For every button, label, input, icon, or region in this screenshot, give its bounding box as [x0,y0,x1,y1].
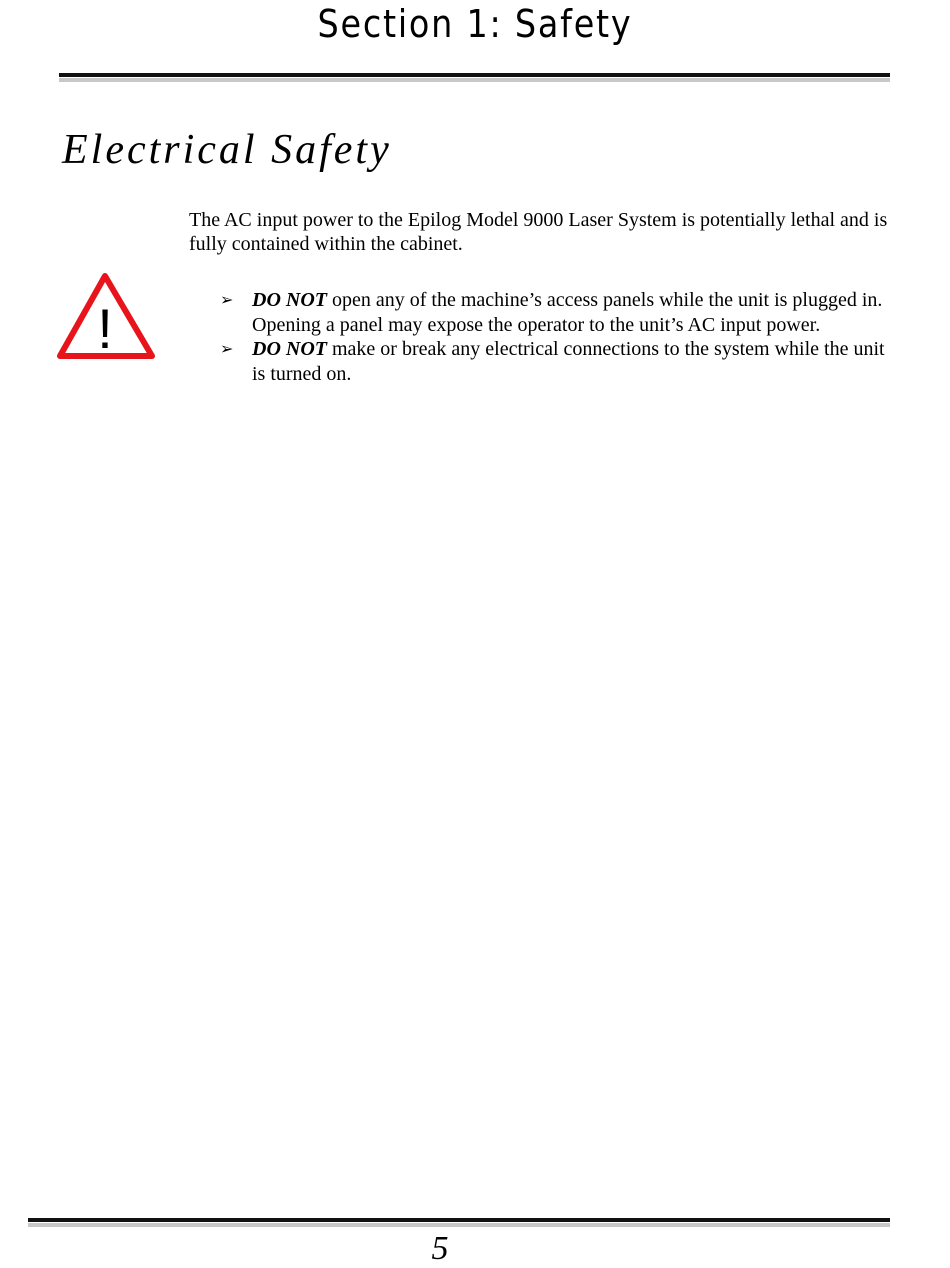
intro-paragraph: The AC input power to the Epilog Model 9000 Laser System is potentially lethal and is fully contained within the cabinet. [189,209,888,255]
exclamation-mark: ! [97,297,113,360]
warning-emphasis: DO NOT [252,338,327,360]
warning-text: open any of the machine’s access panels while the unit is plugged in. Opening a panel may expose the operator to the unit’s AC input power. [252,289,883,336]
warning-list-item [220,337,890,386]
warning-triangle-icon [56,272,156,362]
warning-list-item [220,288,890,337]
arrow-bullet-icon: ➢ [220,290,234,309]
section-title: Section 1: Safety [317,2,633,46]
warning-list [220,288,890,386]
page-heading: Electrical Safety [62,127,392,173]
warning-text: make or break any electrical connections to the system while the unit is turned on. [252,338,885,385]
header-divider [59,73,890,77]
arrow-bullet-icon: ➢ [220,339,234,358]
page-number: 5 [431,1230,449,1267]
footer-divider [28,1218,890,1222]
warning-emphasis: DO NOT [252,289,327,311]
